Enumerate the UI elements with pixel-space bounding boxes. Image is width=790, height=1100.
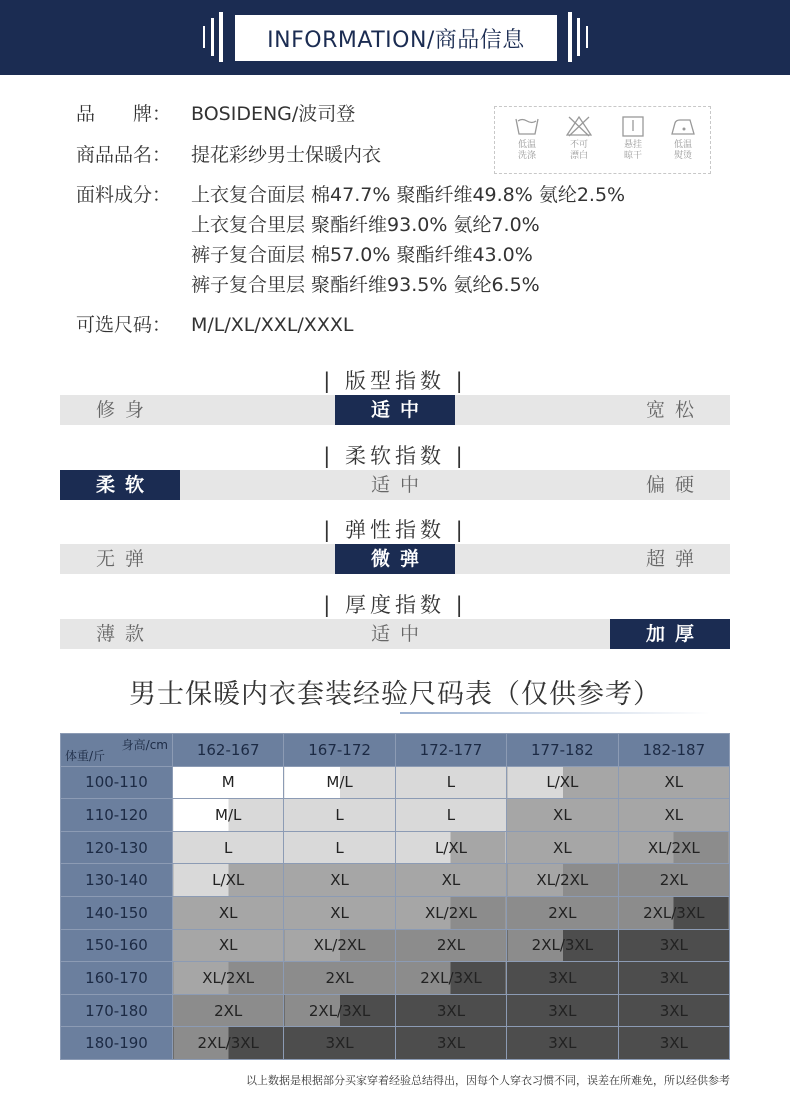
divider <box>568 12 572 62</box>
weight-header: 110-120 <box>61 799 173 832</box>
divider <box>203 26 205 48</box>
table-row <box>61 1027 730 1060</box>
size-cell: XL <box>173 929 284 962</box>
index-option-mid: 微弹 <box>335 544 455 574</box>
fabric-line: 裤子复合面层 棉57.0% 聚酯纤维43.0% <box>191 244 533 266</box>
size-cell: 3XL <box>507 962 618 995</box>
size-cell: 2XL/3XL <box>507 929 618 962</box>
index-option-left: 修身 <box>95 399 154 421</box>
table-row <box>61 929 730 962</box>
care-label: 低温 <box>673 140 692 150</box>
weight-header: 170-180 <box>61 994 173 1027</box>
size-cell: 2XL/3XL <box>173 1027 284 1060</box>
height-header: 162-167 <box>173 734 284 767</box>
size-cell: XL <box>284 864 395 897</box>
size-cell: M <box>173 766 284 799</box>
size-cell: L <box>395 799 506 832</box>
index-title-softness: | 柔软指数 | <box>323 444 467 468</box>
corner-weight-label: 体重/斤 <box>65 748 106 763</box>
table-row <box>61 864 730 897</box>
size-cell: 2XL <box>507 896 618 929</box>
weight-header: 130-140 <box>61 864 173 897</box>
size-cell: 2XL <box>284 962 395 995</box>
divider <box>211 18 214 56</box>
index-option-left: 无弹 <box>95 548 154 570</box>
table-header-row <box>61 734 730 767</box>
table-row <box>61 799 730 832</box>
size-cell: XL <box>618 799 729 832</box>
size-label: 可选尺码： <box>76 314 172 336</box>
height-header: 167-172 <box>284 734 395 767</box>
size-cell: XL <box>618 766 729 799</box>
size-cell: 3XL <box>395 994 506 1027</box>
index-title-fit: | 版型指数 | <box>323 369 467 393</box>
weight-header: 120-130 <box>61 831 173 864</box>
brand-label: 品 牌： <box>76 103 172 125</box>
corner-height-label: 身高/cm <box>121 738 168 752</box>
size-cell: XL <box>395 864 506 897</box>
size-cell: L/XL <box>507 766 618 799</box>
size-cell: 3XL <box>618 994 729 1027</box>
brand-value: BOSIDENG/波司登 <box>191 103 356 125</box>
care-item <box>613 115 653 162</box>
index-option-right: 超弹 <box>645 548 704 570</box>
care-label: 悬挂 <box>623 140 642 150</box>
divider <box>586 26 588 48</box>
size-cell: 3XL <box>507 994 618 1027</box>
fabric-label: 面料成分： <box>76 184 172 206</box>
table-row <box>61 766 730 799</box>
brand-row <box>76 103 356 125</box>
height-header: 182-187 <box>618 734 729 767</box>
care-label: 漂白 <box>569 151 588 161</box>
fabric-line: 上衣复合面层 棉47.7% 聚酯纤维49.8% 氨纶2.5% <box>191 184 626 206</box>
wash-low-temp-icon <box>514 115 540 137</box>
size-cell: XL/2XL <box>507 864 618 897</box>
hang-dry-icon <box>620 115 646 137</box>
size-cell: 3XL <box>284 1027 395 1060</box>
size-value: M/L/XL/XXL/XXXL <box>191 314 354 336</box>
no-bleach-icon <box>566 115 592 137</box>
index-option-right: 宽松 <box>645 399 704 421</box>
fabric-row <box>76 184 626 296</box>
header-band <box>0 0 790 75</box>
index-bar-elasticity <box>60 544 730 574</box>
index-bar-softness <box>60 470 730 500</box>
size-cell: XL <box>507 831 618 864</box>
weight-header: 150-160 <box>61 929 173 962</box>
care-label: 洗涤 <box>517 151 536 161</box>
weight-header: 100-110 <box>61 766 173 799</box>
size-cell: XL <box>507 799 618 832</box>
divider <box>577 18 580 56</box>
size-cell: XL/2XL <box>173 962 284 995</box>
size-cell: XL/2XL <box>284 929 395 962</box>
footnote: 以上数据是根据部分买家穿着经验总结得出，因每个人穿衣习惯不同，误差在所难免，所以经供参考 <box>246 1074 730 1087</box>
table-row <box>61 831 730 864</box>
size-cell: L <box>284 831 395 864</box>
name-row <box>76 144 382 166</box>
index-option-right: 偏硬 <box>645 474 704 496</box>
size-cell: 2XL <box>173 994 284 1027</box>
size-cell: XL/2XL <box>395 896 506 929</box>
table-row <box>61 896 730 929</box>
care-item <box>507 115 547 162</box>
size-cell: M/L <box>173 799 284 832</box>
fabric-line: 上衣复合里层 聚酯纤维93.0% 氨纶7.0% <box>191 214 540 236</box>
size-cell: L <box>173 831 284 864</box>
height-header: 177-182 <box>507 734 618 767</box>
care-label: 不可 <box>569 140 588 150</box>
name-value: 提花彩纱男士保暖内衣 <box>191 144 382 166</box>
size-cell: 3XL <box>507 1027 618 1060</box>
size-cell: 2XL/3XL <box>618 896 729 929</box>
size-cell: L/XL <box>173 864 284 897</box>
index-bar-thickness <box>60 619 730 649</box>
care-item <box>559 115 599 162</box>
size-row <box>76 314 354 336</box>
index-title-thickness: | 厚度指数 | <box>323 593 467 617</box>
index-title-elasticity: | 弹性指数 | <box>323 518 467 542</box>
size-cell: 2XL/3XL <box>284 994 395 1027</box>
care-instructions <box>494 106 711 174</box>
weight-header: 160-170 <box>61 962 173 995</box>
table-row <box>61 962 730 995</box>
size-chart-table <box>60 733 730 1060</box>
size-cell: XL <box>284 896 395 929</box>
header-title: INFORMATION/商品信息 <box>235 15 557 61</box>
size-cell: XL <box>173 896 284 929</box>
index-option-mid: 适中 <box>370 474 429 496</box>
weight-header: 180-190 <box>61 1027 173 1060</box>
size-cell: 2XL/3XL <box>395 962 506 995</box>
size-cell: XL/2XL <box>618 831 729 864</box>
size-cell: L/XL <box>395 831 506 864</box>
size-cell: L <box>395 766 506 799</box>
care-label: 晾干 <box>623 151 642 161</box>
care-item <box>663 115 703 162</box>
size-chart-title: 男士保暖内衣套装经验尺码表（仅供参考） <box>129 679 661 710</box>
index-option-left: 柔软 <box>60 470 180 500</box>
size-cell: 2XL <box>618 864 729 897</box>
size-cell: 3XL <box>395 1027 506 1060</box>
title-underline <box>400 712 710 714</box>
size-cell: 3XL <box>618 929 729 962</box>
height-header: 172-177 <box>395 734 506 767</box>
index-option-mid: 适中 <box>335 395 455 425</box>
size-cell: L <box>284 799 395 832</box>
index-option-left: 薄款 <box>95 623 154 645</box>
table-corner <box>61 734 173 767</box>
care-label: 低温 <box>517 140 536 150</box>
iron-low-icon <box>670 115 696 137</box>
size-cell: M/L <box>284 766 395 799</box>
index-option-right: 加厚 <box>610 619 730 649</box>
table-row <box>61 994 730 1027</box>
name-label: 商品品名： <box>76 144 172 166</box>
fabric-line: 裤子复合里层 聚酯纤维93.5% 氨纶6.5% <box>191 274 540 296</box>
index-bar-fit <box>60 395 730 425</box>
index-option-mid: 适中 <box>370 623 429 645</box>
divider <box>219 12 223 62</box>
care-label: 熨烫 <box>673 151 692 161</box>
size-cell: 2XL <box>395 929 506 962</box>
size-cell: 3XL <box>618 1027 729 1060</box>
size-cell: 3XL <box>618 962 729 995</box>
weight-header: 140-150 <box>61 896 173 929</box>
